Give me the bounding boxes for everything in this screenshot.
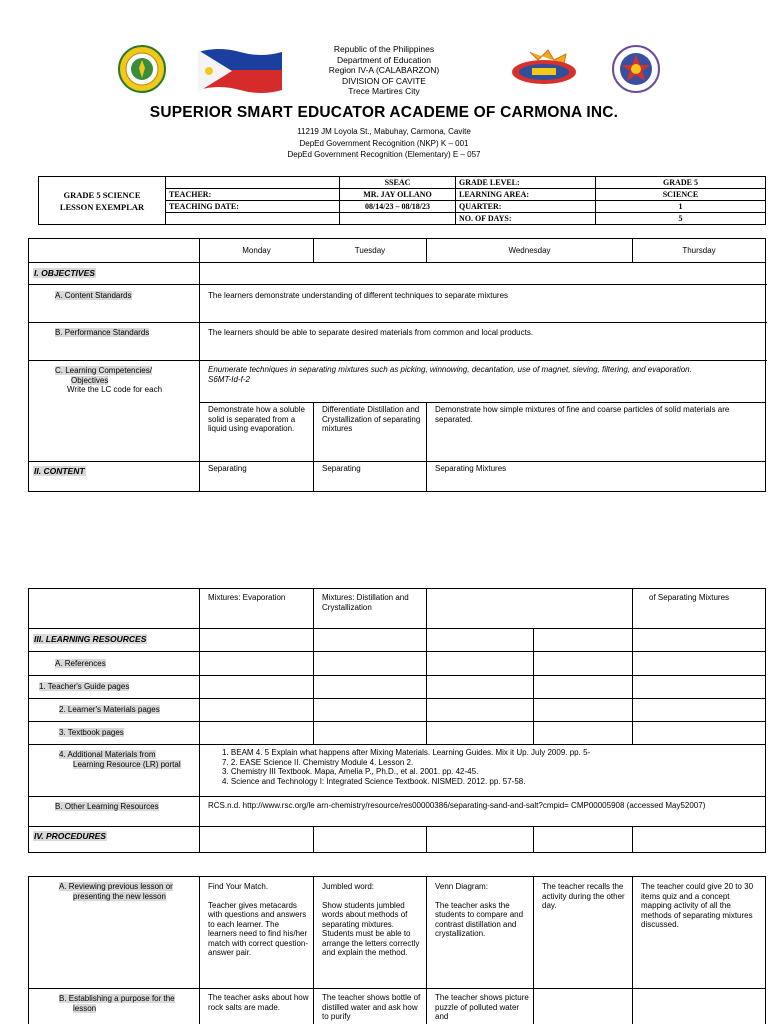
- day-header-wednesday: Wednesday: [427, 239, 633, 263]
- purpose-label-1: B. Establishing a purpose for the: [59, 994, 175, 1003]
- school-label-cell: [166, 177, 340, 189]
- lc-code: S6MT-Id-f-2: [208, 374, 250, 384]
- lesson-info-table: [38, 176, 766, 225]
- additional-material-2: 7. 2. EASE Science II. Chemistry Module 4. Lesson 2.: [222, 757, 414, 767]
- continued-friday: of Separating Mixtures: [633, 589, 766, 629]
- continued-wednesday: [427, 589, 633, 629]
- review-wednesday-body: The teacher asks the students to compare and contrast distillation and crystallization.: [435, 900, 524, 938]
- learning-resources-heading: III. LEARNING RESOURCES: [34, 634, 147, 645]
- review-friday: The teacher could give 20 to 30 items quiz and a concept mapping activity of all the methods of separating mixtures discussed.: [633, 877, 766, 989]
- school-value: SSEAC: [340, 177, 456, 189]
- teaching-date-value: 08/14/23 – 08/18/23: [340, 201, 456, 213]
- content-monday: Separating: [200, 462, 314, 492]
- address-line-2: DepEd Government Recognition (NKP) K – 001: [299, 138, 469, 148]
- objectives-table: [28, 238, 766, 492]
- review-monday-title: Find Your Match.: [208, 882, 269, 891]
- content-heading: II. CONTENT: [34, 466, 85, 476]
- blank-label-cell: [166, 213, 340, 225]
- lc-text: Enumerate techniques in separating mixtures such as picking, winnowing, decantation, use of magnet, sieving, filtering, and evaporation.: [208, 365, 692, 374]
- purpose-monday: The teacher asks about how rock salts are made.: [200, 989, 314, 1024]
- additional-material-4: 4. Science and Technology I: Integrated Science Textbook. NISMED. 2012. pp. 57-58.: [222, 776, 526, 786]
- blank-value-cell: [340, 213, 456, 225]
- continued-label-cell: [29, 589, 200, 629]
- procedures-table: [28, 876, 766, 1024]
- performance-standards-text: The learners should be able to separate desired materials from common and local products.: [200, 323, 766, 361]
- exemplar-title-1: GRADE 5 SCIENCE: [63, 189, 141, 200]
- purpose-wednesday: The teacher shows picture puzzle of polluted water and: [427, 989, 534, 1024]
- continued-monday: Mixtures: Evaporation: [200, 589, 314, 629]
- procedures-heading: IV. PROCEDURES: [34, 831, 106, 841]
- learning-area-label: LEARNING AREA:: [456, 189, 596, 201]
- other-resources-label: B. Other Learning Resources: [55, 802, 159, 811]
- grade-level-value: GRADE 5: [596, 177, 766, 189]
- content-standards-text: The learners demonstrate understanding of different techniques to separate mixtures: [200, 285, 766, 323]
- days-label: NO. OF DAYS:: [456, 213, 596, 225]
- learning-area-value: SCIENCE: [596, 189, 766, 201]
- header-line-4: DIVISION OF CAVITE: [342, 75, 426, 86]
- review-label-1: A. Reviewing previous lesson or: [59, 882, 173, 891]
- content-wednesday: Separating Mixtures: [427, 462, 766, 492]
- review-tuesday-body: Show students jumbled words about methods of separating mixtures. Students must be able to arrange the letters correctly and explain the method.: [322, 900, 420, 957]
- deped-logo: [508, 48, 582, 88]
- day-header-tuesday: Tuesday: [314, 239, 427, 263]
- deped-seal-logo: [612, 45, 660, 93]
- lc-label-3: Write the LC code for each: [67, 385, 163, 394]
- address-line-1: 11219 JM Loyola St., Mabuhay, Carmona, Cavite: [297, 127, 471, 136]
- references-label: A. References: [55, 658, 106, 668]
- objective-tuesday: Differentiate Distillation and Crystallization of separating mixtures: [314, 403, 427, 462]
- teaching-date-label: TEACHING DATE:: [166, 201, 340, 213]
- objectives-heading: I. OBJECTIVES: [34, 267, 95, 278]
- additional-materials-label-2: Learning Resource (LR) portal: [73, 759, 181, 769]
- additional-material-1: 1. BEAM 4. 5 Explain what happens after Mixing Materials. Learning Guides. Mix it Up. July 2009. pp. 5-: [222, 748, 591, 757]
- objectives-blank: [200, 263, 766, 285]
- lc-label-1: C. Learning Competencies/: [55, 366, 152, 375]
- header-line-2: Department of Education: [336, 54, 432, 65]
- teachers-guide-label: 1. Teacher's Guide pages: [39, 682, 130, 692]
- quarter-value: 1: [596, 201, 766, 213]
- review-thursday: The teacher recalls the activity during the other day.: [534, 877, 633, 989]
- performance-standards-label: B. Performance Standards: [55, 328, 150, 337]
- purpose-tuesday: The teacher shows bottle of distilled water and ask how to purify: [314, 989, 427, 1024]
- header-line-1: Republic of the Philippines: [333, 44, 435, 54]
- objective-wednesday: Demonstrate how simple mixtures of fine and coarse particles of solid materials are separated.: [427, 403, 766, 462]
- resources-table: [28, 588, 766, 853]
- review-label-2: presenting the new lesson: [73, 891, 166, 901]
- exemplar-title-2: LESSON EXEMPLAR: [59, 201, 145, 212]
- review-monday-body: Teacher gives metacards with questions and answers to each learner. The learners need to find his/her match with correct question-answer pair.: [208, 900, 309, 957]
- content-tuesday: Separating: [314, 462, 427, 492]
- continued-tuesday: Mixtures: Distillation and Crystallization: [314, 589, 427, 629]
- teacher-value: MR. JAY OLLANO: [340, 189, 456, 201]
- learners-materials-label: 2. Learner's Materials pages: [59, 705, 160, 715]
- additional-material-3: 3. Chemistry III Textbook. Mapa, Amelia P., Ph.D., et al. 2001. pp. 42-45.: [222, 767, 479, 776]
- day-header-monday: Monday: [200, 239, 314, 263]
- lc-label-2: Objectives: [71, 375, 109, 385]
- review-wednesday-title: Venn Diagram:: [435, 882, 488, 891]
- additional-materials-label-1: 4. Additional Materials from: [59, 750, 156, 759]
- header-line-5: Trece Martires City: [348, 86, 420, 96]
- review-tuesday-title: Jumbled word:: [322, 882, 375, 891]
- day-header-thursday: Thursday: [633, 239, 766, 263]
- days-value: 5: [596, 213, 766, 225]
- school-name: SUPERIOR SMART EDUCATOR ACADEME OF CARMONA INC.: [149, 104, 619, 121]
- header-line-3: Region IV-A (CALABARZON): [328, 65, 440, 75]
- teacher-label: TEACHER:: [166, 189, 340, 201]
- objective-monday: Demonstrate how a soluble solid is separated from a liquid using evaporation.: [200, 403, 314, 462]
- content-standards-label: A. Content Standards: [55, 291, 132, 300]
- address-line-3: DepEd Government Recognition (Elementary) E – 057: [287, 150, 481, 159]
- corner-cell: [29, 239, 200, 263]
- quarter-label: QUARTER:: [456, 201, 596, 213]
- purpose-label-2: lesson: [73, 1003, 97, 1013]
- grade-level-label: GRADE LEVEL:: [456, 177, 596, 189]
- other-resources-text: RCS.n.d. http://www.rsc.org/le arn-chemistry/resource/res00000386/separating-sand-and-salt?cmpid= CMP00005908 (accessed May52007): [200, 797, 766, 827]
- textbook-label: 3. Textbook pages: [59, 728, 124, 738]
